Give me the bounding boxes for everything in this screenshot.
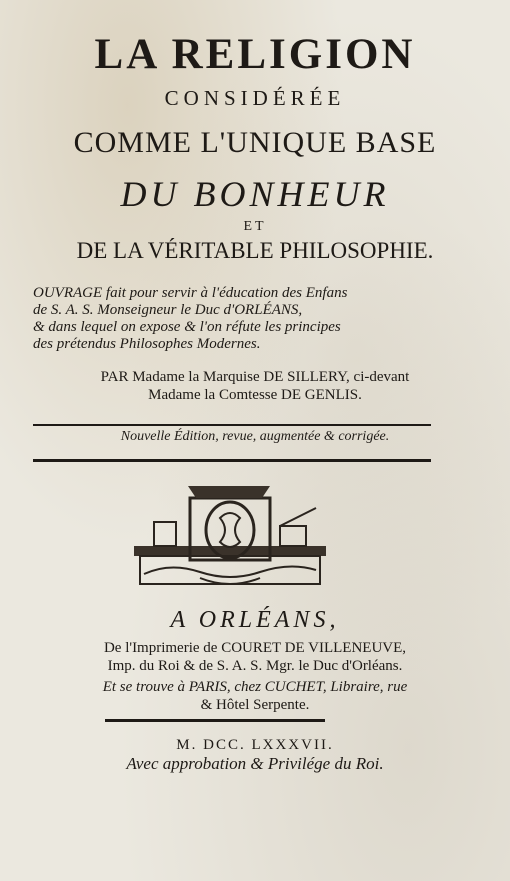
- author-line: Madame la Comtesse DE GENLIS.: [148, 387, 362, 403]
- printer-vignette-ornament: [130, 478, 330, 598]
- imprint-date: M. DCC. LXXXVII.: [176, 737, 334, 753]
- title-line-6: DE LA VÉRITABLE PHILOSOPHIE.: [76, 238, 434, 263]
- title-line-3: COMME L'UNIQUE BASE: [73, 126, 437, 159]
- title-line-2: CONSIDÉRÉE: [164, 86, 346, 110]
- description-line: & dans lequel on expose & l'on réfute les principes: [33, 319, 341, 335]
- approval-line: Avec approbation & Privilége du Roi.: [126, 754, 384, 773]
- seller-line: Et se trouve à PARIS, chez CUCHET, Libraire, rue: [102, 679, 408, 695]
- edition-note: Nouvelle Édition, revue, augmentée & corrigée.: [120, 429, 390, 444]
- author-block: [28, 368, 482, 404]
- printer-line: De l'Imprimerie de COURET DE VILLENEUVE,: [103, 640, 407, 656]
- title-line-4: DU BONHEUR: [120, 174, 390, 214]
- printer-line: Imp. du Roi & de S. A. S. Mgr. le Duc d'Orléans.: [107, 658, 403, 674]
- rule-top: [33, 424, 431, 426]
- description-line: des prétendus Philosophes Modernes.: [33, 336, 261, 352]
- seller-line: & Hôtel Serpente.: [200, 697, 310, 713]
- description-line: OUVRAGE fait pour servir à l'éducation des Enfans: [33, 285, 348, 301]
- imprint-place: A ORLÉANS,: [170, 607, 340, 633]
- author-line: PAR Madame la Marquise DE SILLERY, ci-devant: [100, 369, 410, 385]
- imprint-rule: [105, 719, 325, 722]
- description-block: [33, 285, 473, 353]
- rule-bottom: [33, 459, 431, 462]
- title-line-5: ET: [243, 219, 267, 234]
- description-line: de S. A. S. Monseigneur le Duc d'ORLÉANS,: [33, 302, 303, 318]
- title-line-1: LA RELIGION: [94, 31, 416, 78]
